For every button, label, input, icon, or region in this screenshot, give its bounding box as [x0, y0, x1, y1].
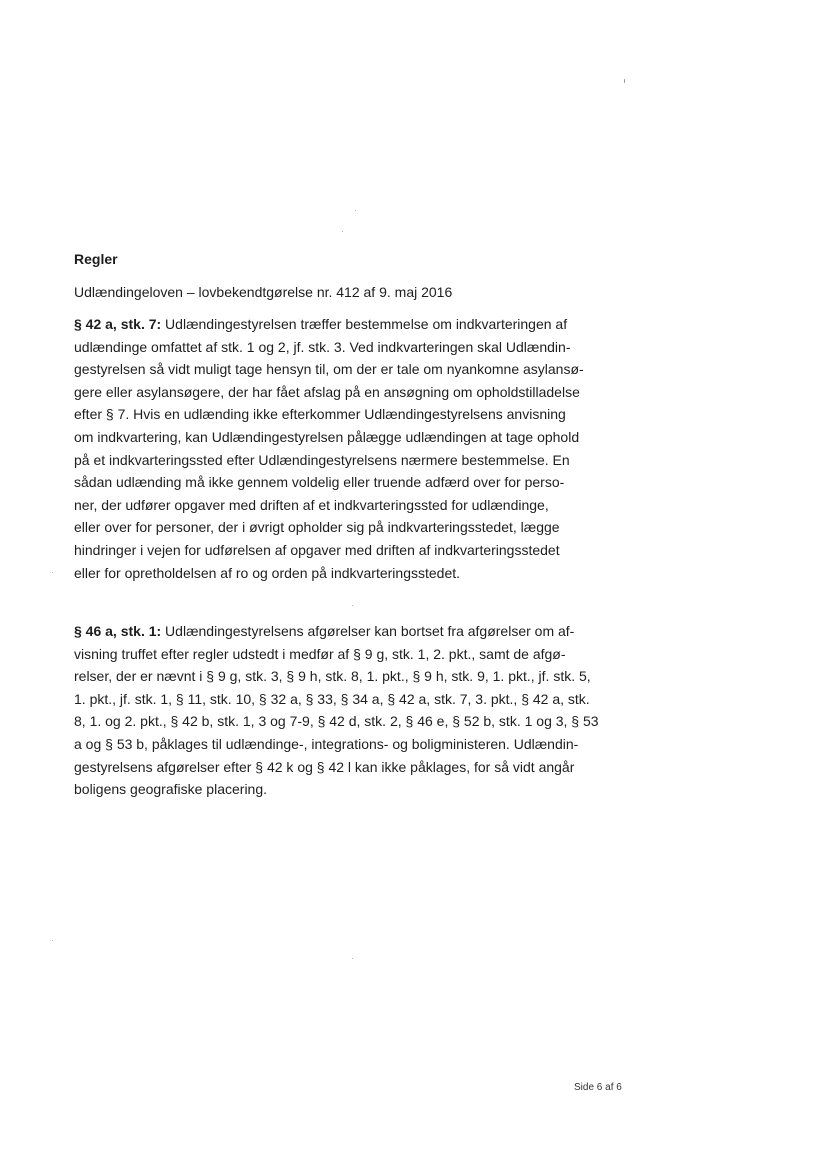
scan-speck — [52, 572, 53, 573]
paragraph-line: udlændinge omfattet af stk. 1 og 2, jf. stk. 3. Ved indkvarteringen skal Udlændin- — [74, 338, 571, 355]
paragraph-line: om indkvartering, kan Udlændingestyrelsen pålægge udlændingen at tage ophold — [74, 428, 580, 445]
paragraph-line: på et indkvarteringssted efter Udlændingestyrelsens nærmere bestemmelse. En — [74, 451, 570, 468]
paragraph-line — [74, 313, 594, 336]
scan-speck — [342, 231, 343, 232]
page-number: Side 6 af 6 — [574, 1082, 622, 1093]
law-title: Udlændingeloven – lovbekendtgørelse nr. 412 af 9. maj 2016 — [74, 284, 453, 300]
paragraph-line: ner, der udfører opgaver med driften af et indkvarteringssted for udlændinge, — [74, 496, 549, 513]
paragraph-line: relser, der er nævnt i § 9 g, stk. 3, § 9 h, stk. 8, 1. pkt., § 9 h, stk. 9, 1. pkt., jf. stk. 5, — [74, 668, 591, 685]
paragraph-line: gestyrelsen så vidt muligt tage hensyn til, om der er tale om nyankomne asylansø- — [74, 361, 584, 378]
scan-speck — [624, 79, 625, 83]
paragraph-42a-stk7 — [74, 313, 594, 584]
scan-speck — [352, 605, 353, 606]
paragraph-line — [74, 620, 594, 643]
paragraph-line: eller over for personer, der i øvrigt opholder sig på indkvarteringsstedet, lægge — [74, 519, 560, 536]
paragraph-line: hindringer i vejen for udførelsen af opgaver med driften af indkvarteringsstedet — [74, 541, 560, 558]
paragraph-line: efter § 7. Hvis en udlænding ikke efterkommer Udlændingestyrelsens anvisning — [74, 406, 566, 423]
section-heading: Regler — [74, 251, 118, 267]
scan-speck — [52, 940, 53, 941]
scan-speck — [355, 210, 356, 211]
paragraph-line: gere eller asylansøgere, der har fået afslag på en ansøgning om opholdstilladelse — [74, 383, 580, 400]
paragraph-reference: § 42 a, stk. 7: — [74, 316, 162, 332]
paragraph-line: eller for opretholdelsen af ro og orden på indkvarteringsstedet. — [74, 564, 461, 581]
paragraph-46a-stk1 — [74, 620, 599, 801]
paragraph-text: Udlændingestyrelsen træffer bestemmelse om indkvarteringen af — [161, 316, 568, 332]
scan-speck — [352, 958, 353, 959]
paragraph-line: sådan udlænding må ikke gennem voldelig eller truende adfærd over for perso- — [74, 474, 565, 491]
paragraph-line: 8, 1. og 2. pkt., § 42 b, stk. 1, 3 og 7-9, § 42 d, stk. 2, § 46 e, § 52 b, stk. 1 og 3, § 53 — [74, 713, 599, 730]
paragraph-line: visning truffet efter regler udstedt i medfør af § 9 g, stk. 1, 2. pkt., samt de afgø- — [74, 645, 566, 662]
paragraph-text: Udlændingestyrelsens afgørelser kan bortset fra afgørelser om af- — [161, 623, 575, 639]
paragraph-line: boligens geografiske placering. — [74, 781, 268, 798]
paragraph-line: a og § 53 b, påklages til udlændinge-, integrations- og boligministeren. Udlændin- — [74, 735, 579, 752]
paragraph-line: 1. pkt., jf. stk. 1, § 11, stk. 10, § 32 a, § 33, § 34 a, § 42 a, stk. 7, 3. pkt., § 42 a, stk. — [74, 690, 590, 707]
paragraph-line: gestyrelsens afgørelser efter § 42 k og § 42 l kan ikke påklages, for så vidt angår — [74, 758, 575, 775]
paragraph-reference: § 46 a, stk. 1: — [74, 623, 162, 639]
